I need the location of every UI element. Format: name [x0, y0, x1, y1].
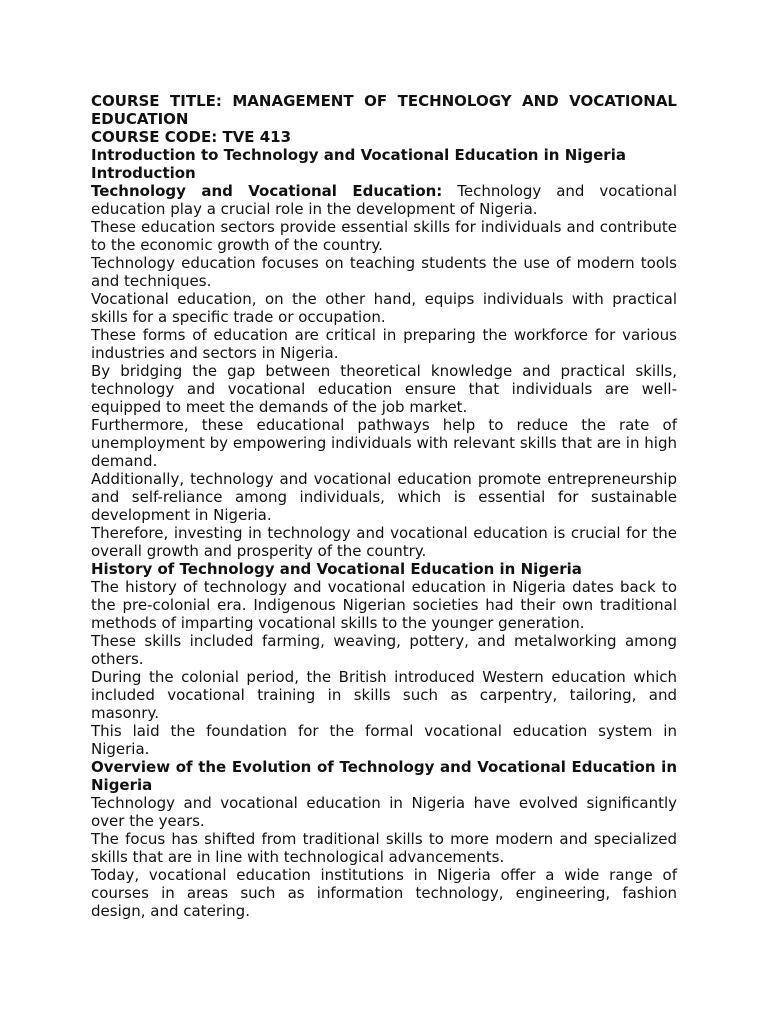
history-heading: History of Technology and Vocational Education in Nigeria: [91, 560, 582, 578]
intro-lead-text: Technology and vocational education play a crucial role in the development of Nigeria.: [91, 182, 677, 218]
intro-paragraph: Additionally, technology and vocational education promote entrepreneurship and self-reliance among individuals, which is essential for sustainable development in Nigeria.: [91, 470, 677, 524]
history-section: [91, 578, 677, 758]
intro-heading: Introduction: [91, 164, 196, 182]
intro-paragraph: These forms of education are critical in preparing the workforce for various industries and sectors in Nigeria.: [91, 326, 677, 362]
intro-paragraph: These education sectors provide essential skills for individuals and contribute to the economic growth of the country.: [91, 218, 677, 254]
course-code: COURSE CODE: TVE 413: [91, 128, 292, 146]
intro-paragraph: Vocational education, on the other hand, equips individuals with practical skills for a specific trade or occupation.: [91, 290, 677, 326]
history-paragraph: These skills included farming, weaving, pottery, and metalworking among others.: [91, 632, 677, 668]
overview-heading: Overview of the Evolution of Technology and Vocational Education in Nigeria: [91, 758, 677, 794]
main-heading: Introduction to Technology and Vocational Education in Nigeria: [91, 146, 626, 164]
overview-paragraph: Technology and vocational education in Nigeria have evolved significantly over the years.: [91, 794, 677, 830]
intro-paragraph: Furthermore, these educational pathways help to reduce the rate of unemployment by empowering individuals with relevant skills that are in high demand.: [91, 416, 677, 470]
intro-lead-paragraph: [91, 182, 677, 218]
overview-paragraph: Today, vocational education institutions in Nigeria offer a wide range of courses in areas such as information technology, engineering, fashion design, and catering.: [91, 866, 677, 920]
intro-section: [91, 218, 677, 560]
history-paragraph: The history of technology and vocational education in Nigeria dates back to the pre-colonial era. Indigenous Nigerian societies had their own traditional methods of imparting vocational skills to the younger generation.: [91, 578, 677, 632]
document-page: [91, 92, 677, 920]
intro-paragraph: Therefore, investing in technology and vocational education is crucial for the overall growth and prosperity of the country.: [91, 524, 677, 560]
course-title: COURSE TITLE: MANAGEMENT OF TECHNOLOGY AND VOCATIONAL EDUCATION: [91, 92, 677, 128]
history-paragraph: During the colonial period, the British introduced Western education which included vocational training in skills such as carpentry, tailoring, and masonry.: [91, 668, 677, 722]
intro-lead-label: Technology and Vocational Education:: [91, 182, 443, 200]
history-paragraph: This laid the foundation for the formal vocational education system in Nigeria.: [91, 722, 677, 758]
intro-paragraph: Technology education focuses on teaching students the use of modern tools and techniques.: [91, 254, 677, 290]
intro-paragraph: By bridging the gap between theoretical knowledge and practical skills, technology and vocational education ensure that individuals are well-equipped to meet the demands of the job market.: [91, 362, 677, 416]
overview-paragraph: The focus has shifted from traditional skills to more modern and specialized skills that are in line with technological advancements.: [91, 830, 677, 866]
overview-section: [91, 794, 677, 920]
